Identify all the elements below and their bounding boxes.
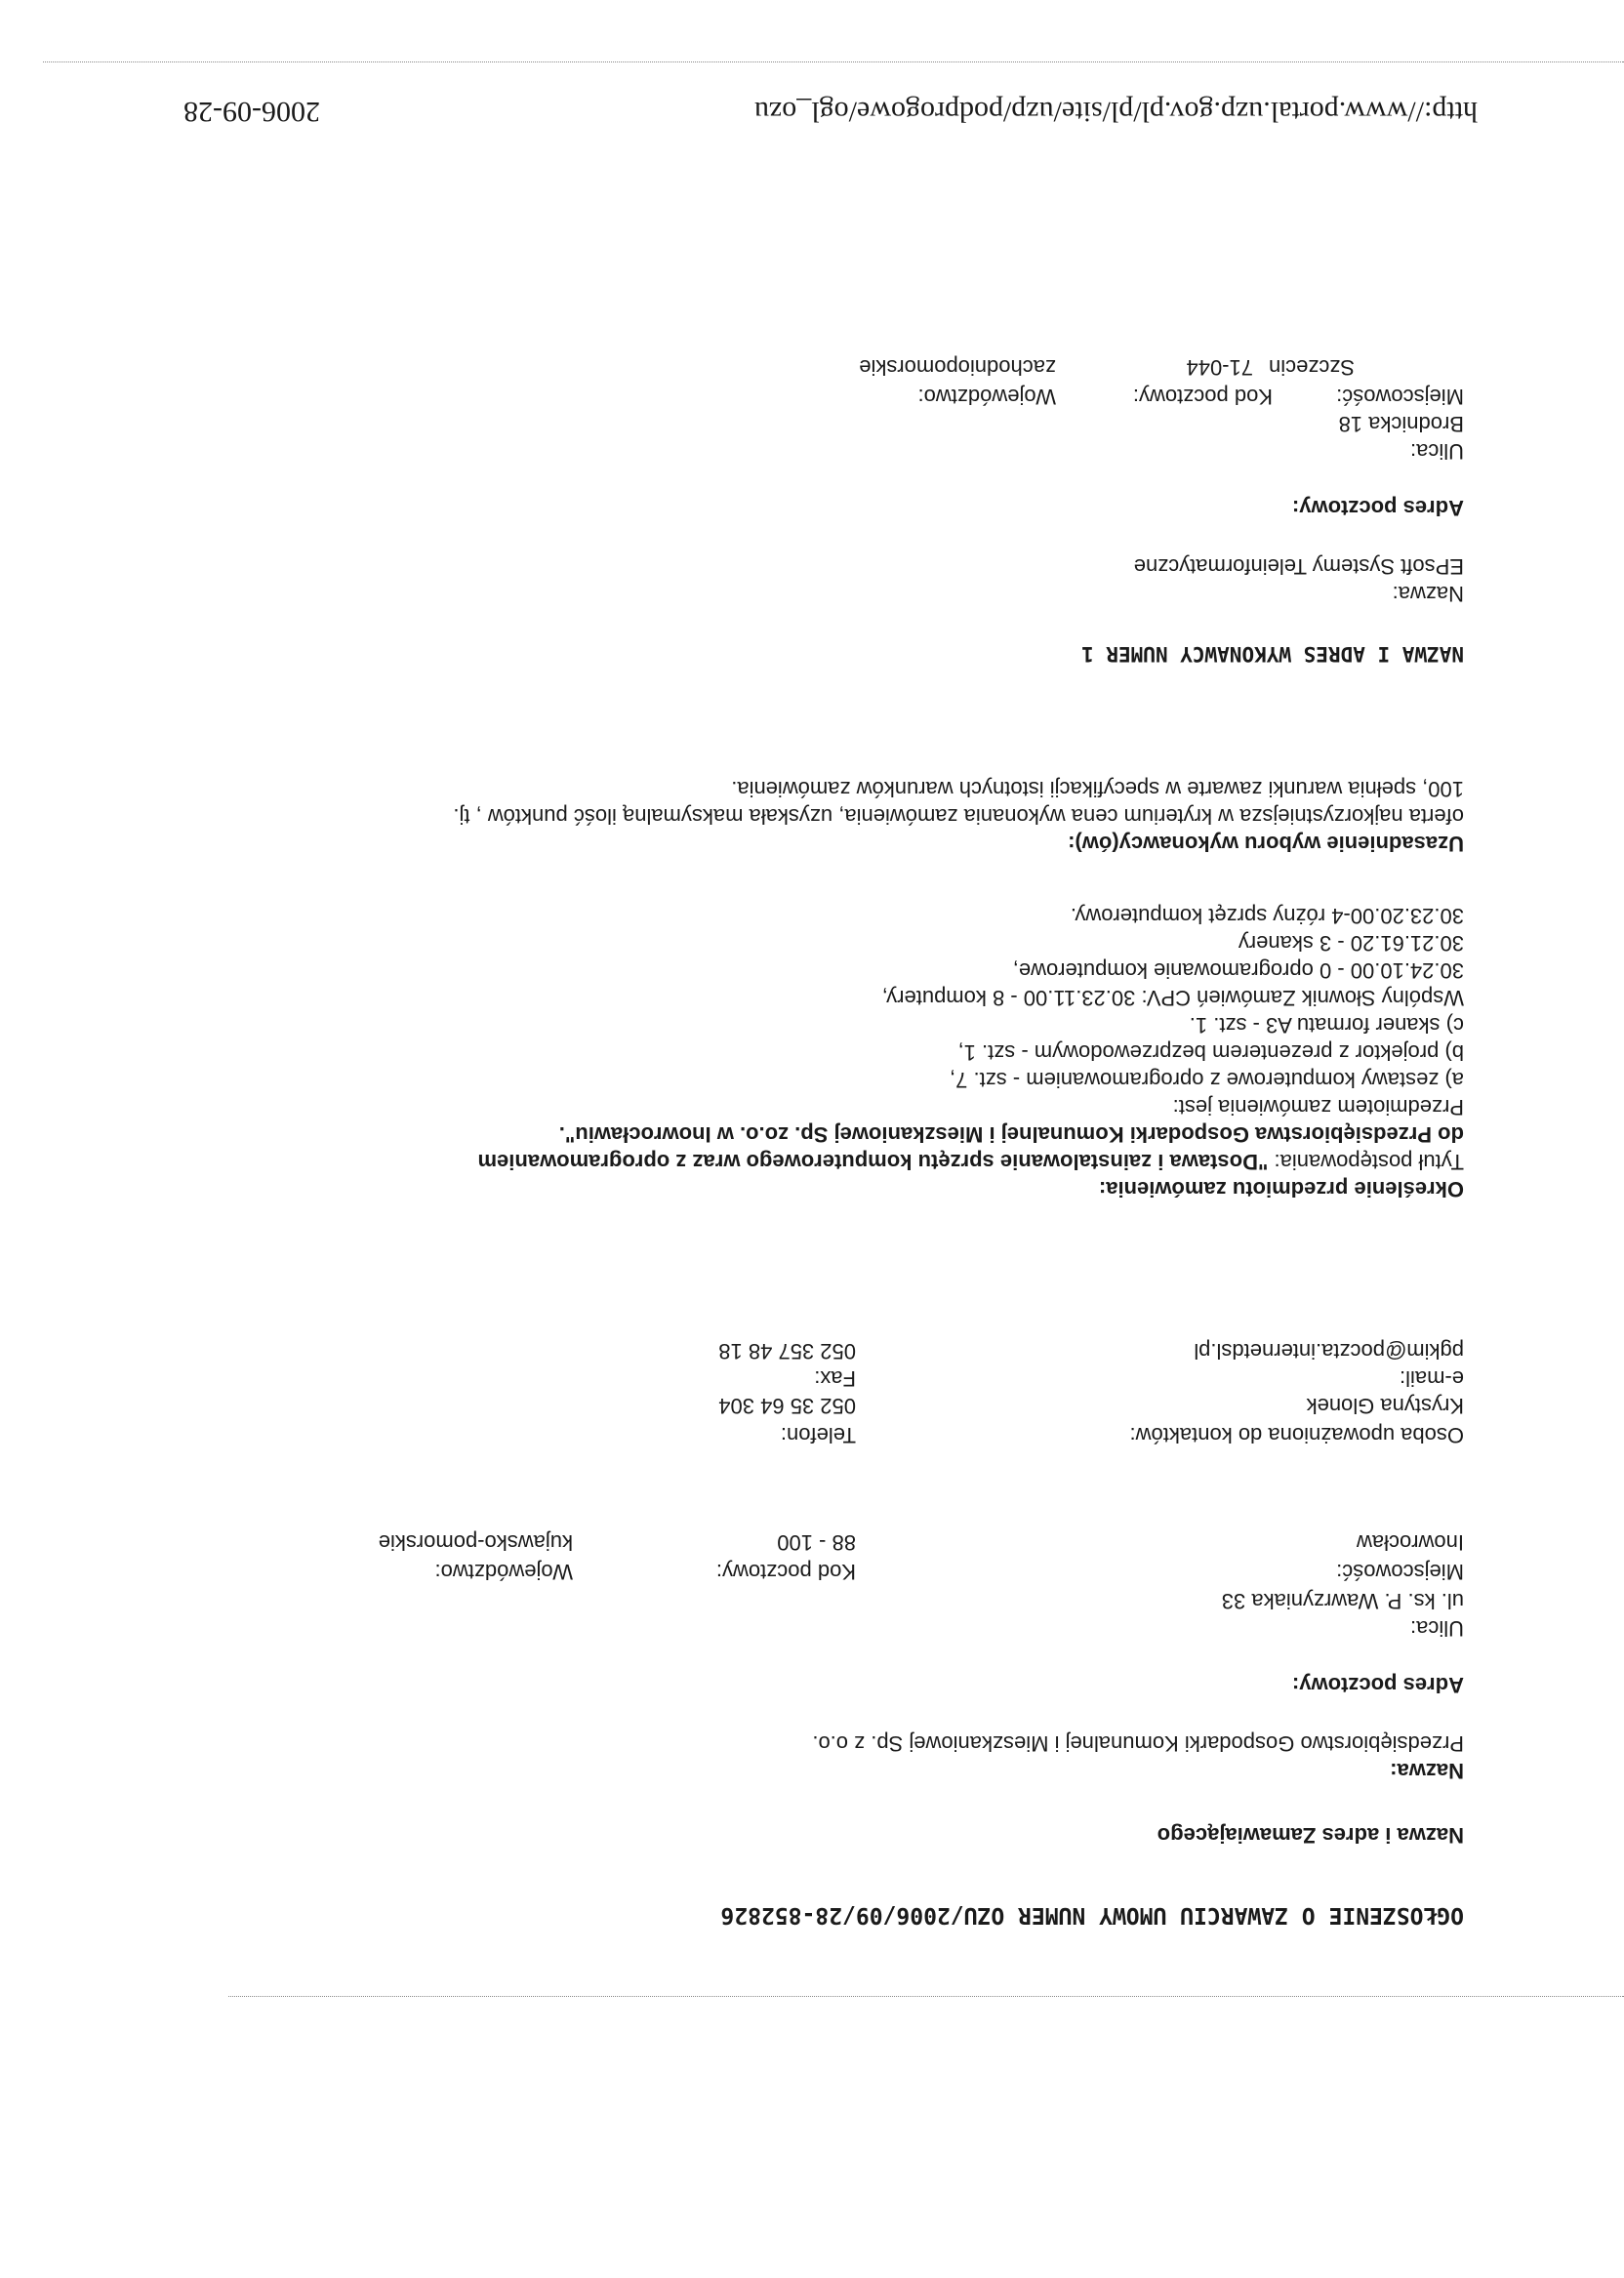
email-value: pgkim@poczta.internetdsl.pl bbox=[1194, 1339, 1464, 1363]
subject-lines bbox=[882, 902, 1464, 1120]
contractor-city-label: Miejscowość: bbox=[1336, 385, 1464, 409]
contracting-voivodeship: kujawsko-pomorskie bbox=[378, 1530, 573, 1555]
justification-text bbox=[453, 775, 1464, 830]
subject-title-line2: do Przedsiębiorstwa Gospodarki Komunalnej i Mieszkaniowej Sp. zo.o. w Inowrocławiu". bbox=[558, 1122, 1464, 1147]
contracting-voivodeship-label: Województwo: bbox=[434, 1560, 573, 1584]
subject-title-prefix: Tytuł postępowania: bbox=[1268, 1150, 1464, 1174]
subject-line: Wspólny Słownik Zamówień CPV: 30.23.11.00 - 8 komputery, bbox=[881, 986, 1464, 1010]
subject-line: 30.24.10.00 - 0 oprogramowanie komputerowe, bbox=[1012, 958, 1464, 983]
contracting-city: Inowrocław bbox=[1356, 1530, 1464, 1555]
contractor-street: Brodnicka 18 bbox=[1338, 412, 1464, 436]
contracting-postal-label: Kod pocztowy: bbox=[715, 1560, 856, 1584]
contracting-name-label: Nazwa: bbox=[1390, 1759, 1464, 1783]
contracting-heading: Nazwa i adres Zamawiającego bbox=[1157, 1823, 1464, 1848]
contractor-city: Szczecin bbox=[1268, 355, 1355, 380]
contracting-postal: 88 - 100 bbox=[777, 1530, 856, 1555]
subject-title bbox=[478, 1120, 1465, 1175]
footer-date: 2006-09-28 bbox=[183, 96, 320, 128]
contact-label: Osoba upoważniona do kontaktów: bbox=[1129, 1423, 1464, 1447]
contractor-voivodeship: zachodniopomorskie bbox=[859, 355, 1056, 380]
phone-label: Telefon: bbox=[780, 1423, 856, 1447]
contracting-street-label: Ulica: bbox=[1409, 1616, 1464, 1641]
phone-value: 052 35 64 304 bbox=[718, 1394, 856, 1418]
contractor-voivodeship-label: Województwo: bbox=[917, 385, 1056, 409]
subject-line: 30.21.61.20 - 3 skanery bbox=[1238, 931, 1464, 956]
subject-line: Przedmiotem zamówienia jest: bbox=[1172, 1095, 1464, 1119]
subject-line: 30.23.20.00-4 różny sprzęt komputerowy. bbox=[1070, 904, 1464, 928]
footer-url: http://www.portal.uzp.gov.pl/pl/site/uzp/podprogowe/ogl_ozu bbox=[753, 96, 1478, 128]
subject-line: a) zestawy komputerowe z oprogramowaniem - szt. 7, bbox=[950, 1068, 1464, 1092]
justification-heading: Uzasadnienie wyboru wykonawcy(ów): bbox=[1068, 832, 1464, 856]
subject-heading: Określenie przedmiotu zamówienia: bbox=[1098, 1177, 1464, 1201]
contracting-address-heading: Adres pocztowy: bbox=[1291, 1673, 1464, 1697]
contracting-name: Przedsiębiorstwo Gospodarki Komunalnej i Mieszkaniowej Sp. z o.o. bbox=[812, 1731, 1464, 1756]
bottom-scan-line bbox=[43, 61, 1624, 62]
contact-name: Krystyna Glonek bbox=[1306, 1394, 1464, 1418]
contractor-postal: 71-044 bbox=[1186, 355, 1253, 380]
contractor-heading: NAZWA I ADRES WYKONAWCY NUMER 1 bbox=[1081, 642, 1464, 666]
contractor-postal-label: Kod pocztowy: bbox=[1132, 385, 1273, 409]
email-label: e-mail: bbox=[1399, 1366, 1464, 1391]
subject-line: b) projektor z prezenterem bezprzewodowym - szt. 1, bbox=[957, 1040, 1464, 1065]
subject-title-line1: "Dostawa i zainstalowanie sprzętu komputerowego wraz z oprogramowaniem bbox=[477, 1150, 1269, 1174]
contracting-street: ul. ks. P. Wawrzyniaka 33 bbox=[1221, 1589, 1464, 1613]
justification-line: 100, spełnia warunki zawarte w specyfikacji istotnych warunków zamówienia. bbox=[731, 777, 1464, 801]
subject-line: c) skaner formatu A3 - szt. 1. bbox=[1189, 1013, 1464, 1037]
contractor-street-label: Ulica: bbox=[1409, 439, 1464, 464]
fax-value: 052 357 48 18 bbox=[718, 1339, 856, 1363]
contractor-name-label: Nazwa: bbox=[1392, 582, 1464, 606]
justification-line: oferta najkorzystniejsza w kryterium cena wykonania zamówienia, uzyskała maksymalną ilość punktów , tj. bbox=[453, 804, 1464, 829]
top-scan-line bbox=[228, 1996, 1624, 1997]
contractor-address-heading: Adres pocztowy: bbox=[1291, 496, 1464, 520]
contractor-name: EPsoft Systemy Teleinformatyczne bbox=[1133, 554, 1464, 579]
fax-label: Fax: bbox=[814, 1366, 856, 1391]
contracting-city-label: Miejscowość: bbox=[1336, 1560, 1464, 1584]
document-title: OGŁOSZENIE O ZAWARCIU UMOWY NUMER OZU/2006/09/28-852826 bbox=[720, 1902, 1464, 1928]
